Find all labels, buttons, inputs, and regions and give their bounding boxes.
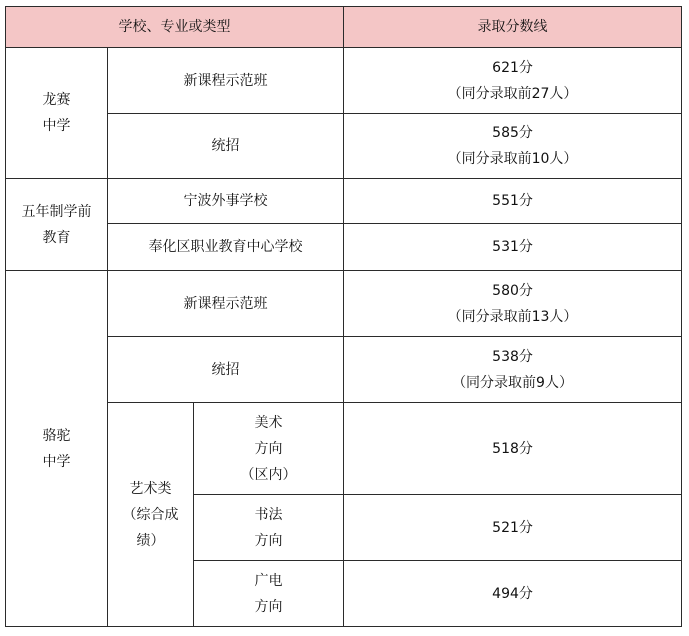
- program-cell: 新课程示范班: [108, 48, 344, 114]
- score-cell: 531分: [344, 224, 682, 271]
- school-longsai: 龙赛 中学: [6, 48, 108, 179]
- header-school-type: 学校、专业或类型: [6, 7, 344, 48]
- table-row: [6, 224, 682, 271]
- program-cell: 宁波外事学校: [108, 179, 344, 224]
- score-cell: 551分: [344, 179, 682, 224]
- art-direction: 美术 方向 （区内）: [194, 403, 344, 495]
- program-cell: 奉化区职业教育中心学校: [108, 224, 344, 271]
- school-five-year: 五年制学前 教育: [6, 179, 108, 271]
- score-cell: 521分: [344, 495, 682, 561]
- art-direction: 广电 方向: [194, 561, 344, 627]
- admission-score-table: [5, 6, 682, 627]
- score-cell: 538分 （同分录取前9人）: [344, 337, 682, 403]
- score-cell: 494分: [344, 561, 682, 627]
- table-row: [6, 179, 682, 224]
- score-cell: 518分: [344, 403, 682, 495]
- score-cell: 580分 （同分录取前13人）: [344, 271, 682, 337]
- art-category: 艺术类 （综合成 绩）: [108, 403, 194, 627]
- score-cell: 585分 （同分录取前10人）: [344, 114, 682, 179]
- art-direction: 书法 方向: [194, 495, 344, 561]
- program-cell: 新课程示范班: [108, 271, 344, 337]
- table-row: [6, 271, 682, 337]
- table-row: [6, 114, 682, 179]
- score-cell: 621分 （同分录取前27人）: [344, 48, 682, 114]
- school-luotuo: 骆驼 中学: [6, 271, 108, 627]
- table-row: [6, 337, 682, 403]
- program-cell: 统招: [108, 337, 344, 403]
- table-row: [6, 48, 682, 114]
- program-cell: 统招: [108, 114, 344, 179]
- header-row: [6, 7, 682, 48]
- header-score: 录取分数线: [344, 7, 682, 48]
- table-row: [6, 403, 682, 495]
